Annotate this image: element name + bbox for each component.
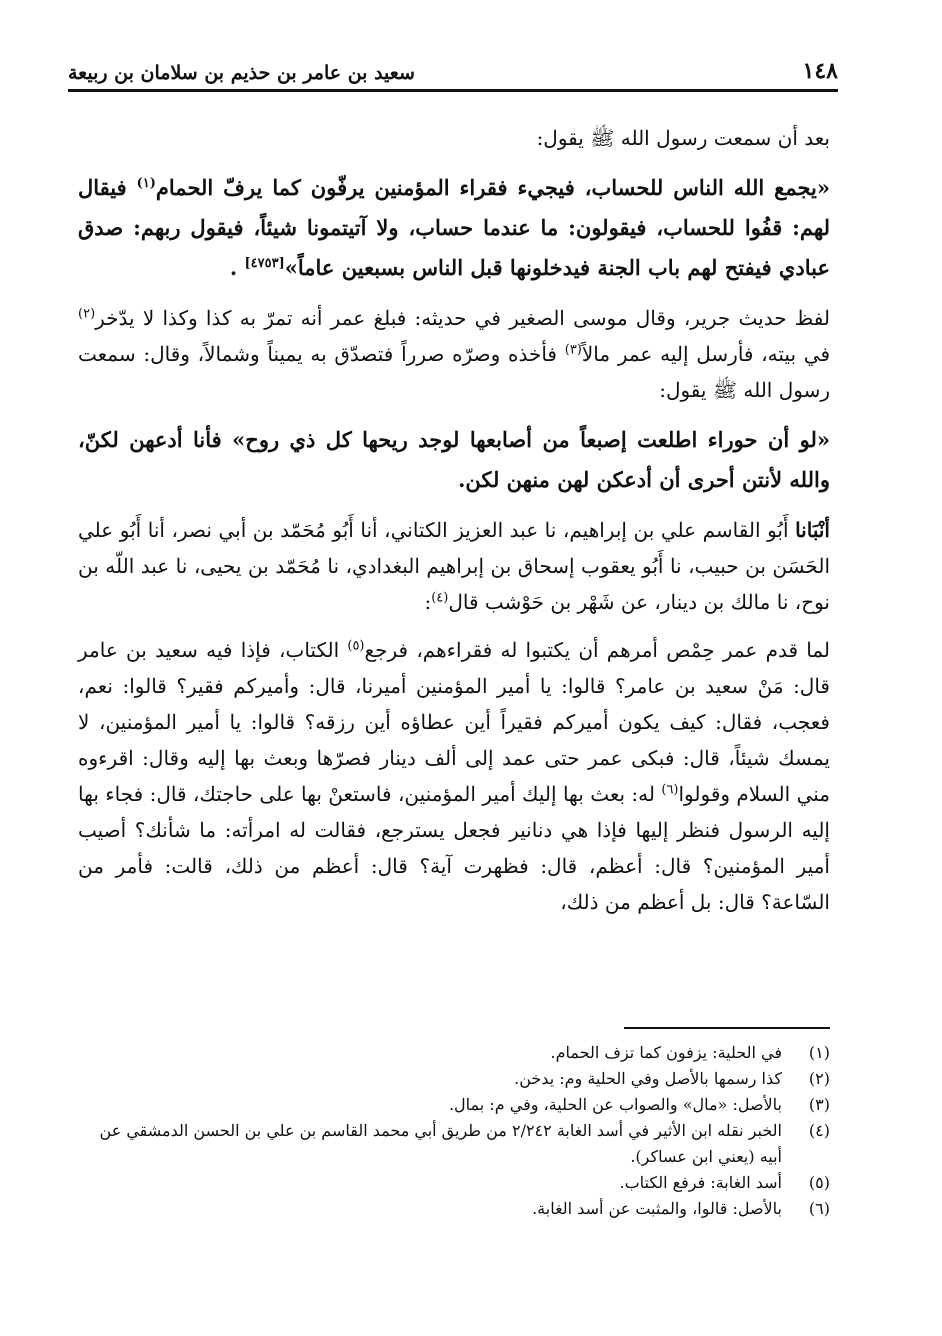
isnad-text: أَبُو القاسم علي بن إبراهيم، نا عبد العزيز الكتاني، أنا أَبُو مُحَمّد بن أبي نصر، أنا أَبُو علي الحَسَن بن حبيب، نا أَبُو يعقوب إسحاق بن إبراهيم البغدادي، نا مُحَمّد بن يحيى، نا عبد اللّه بن نوح، نا مالك بن دينار، عن شَهْر بن حَوْشب قال [78,518,830,614]
paragraph-6-text-c: له: بعث بها إليك أمير المؤمنين، فاستعنْ بها على حاجتك، قال: فجاء بها إليه الرسول فنظر إليها فإذا هي دنانير فجعل يسترجع، فقالت له امرأته: ما شأنك؟ أصيب أمير المؤمنين؟ قال: أعظم، قال: فظهرت آية؟ قال: أعظم من ذلك، قالت: فأمر من السّاعة؟ قال: بل أعظم من ذلك، [78,782,830,914]
hadith-2 [78,420,830,500]
paragraph-6-text-b: الكتاب، فإذا فيه سعيد بن عامر قال: مَنْ سعيد بن عامر؟ قالوا: يا أمير المؤمنين أميرنا، قال: وأميركم فقير؟ قالوا: نعم، فعجب، فقال: كيف يكون أميركم فقيراً أين عطاؤه أين رزقه؟ قالوا: يا أمير المؤمنين، لا يمسك شيئاً، قال: فبكى عمر حتى عمد إلى ألف دينار فصرّها وبعث بها إليه وقال: اقرءوه مني السلام وقولوا [78,638,830,806]
paragraph-6 [78,632,830,920]
footnote-number: (٤) [808,1121,830,1140]
footnote-text: الخبر نقله ابن الأثير في أسد الغابة ٢/٢٤٢ من طريق أبي محمد القاسم بن علي بن الحسن الدمشقي عن أبيه (يعني ابن عساكر). [99,1121,782,1166]
isnad-lead-word: أنْبَانا [795,518,830,542]
paragraph-3 [78,300,830,408]
footnote-item [78,1092,830,1118]
running-title: سعيد بن عامر بن حذيم بن سلامان بن ربيعة [68,62,415,84]
footnote-number: (٥) [808,1173,830,1192]
footnote-text: بالأصل: قالوا، والمثبت عن أسد الغابة. [532,1199,782,1218]
footnote-item [78,1040,830,1066]
footnote-text: بالأصل: «مال» والصواب عن الحلية، وفي م: بمال. [448,1095,782,1114]
footnote-item [78,1170,830,1196]
paragraph-6-text-a: لما قدم عمر حِمْص أمرهم أن يكتبوا له فقراءهم، فرجع [364,638,830,662]
hadith-1-text-b: فيقال لهم: قفُوا للحساب، فيقولون: ما عندما حساب، ولا آتيتمونا شيئاً، فيقول ربهم: صدق عبادي فيفتح لهم باب الجنة فيدخلونها قبل الناس بسبعين عاماً» [78,175,830,280]
footnote-ref-1[interactable]: (١) [136,176,156,191]
footnote-text: أسد الغابة: فرفع الكتاب. [619,1173,782,1192]
isnad-end: : [424,590,432,614]
footnote-number: (٣) [808,1095,830,1114]
paragraph-3-text-b: في بيته، فأرسل إليه عمر مالاً [581,342,831,366]
footnote-number: (١) [808,1043,830,1062]
paragraph-1-text: بعد أن سمعت رسول الله ﷺ يقول: [536,126,830,150]
footnote-item [78,1066,830,1092]
hadith-1-end: . [229,255,245,280]
page-number: ١٤٨ [802,58,838,84]
hadith-1 [78,168,830,288]
paragraph-3-text-a: لفظ حديث جرير، وقال موسى الصغير في حديثه: فبلغ عمر أنه تمرّ به كذا وكذا لا يدّخر [95,306,830,330]
footnote-item [78,1196,830,1222]
main-text [78,120,830,932]
page-header [68,52,838,92]
footnote-ref-6[interactable]: (٦) [661,782,679,798]
footnote-ref-3[interactable]: (٣) [564,342,582,358]
footnote-text: في الحلية: يزفون كما تزف الحمام. [550,1043,782,1062]
hadith-2-text: «لو أن حوراء اطلعت إصبعاً من أصابعها لوجد ريحها كل ذي روح» فأنا أدعهن لكنّ، والله لأنتن أحرى أن أدعكن لهن منهن لكن. [78,427,830,492]
paragraph-3-text-c: فأخذه وصرّه صرراً فتصدّق به يميناً وشمالاً، وقال: سمعت رسول الله ﷺ يقول: [78,342,830,402]
hadith-1-text-a: «يجمع الله الناس للحساب، فيجيء فقراء المؤمنين يرفّون كما يرفّ الحمام [155,175,831,200]
footnote-text: كذا رسمها بالأصل وفي الحلية وم: يدخن. [514,1069,782,1088]
footnote-item [78,1118,830,1170]
footnote-ref-2[interactable]: (٢) [78,306,96,322]
footnotes [78,1040,830,1222]
footnote-separator [624,1027,830,1029]
hadith-reference-number: [٤٧٥٣] [244,256,285,271]
footnote-ref-5[interactable]: (٥) [347,638,365,654]
paragraph-1 [78,120,830,156]
footnote-ref-4[interactable]: (٤) [431,590,449,606]
footnote-number: (٦) [808,1199,830,1218]
footnote-number: (٢) [808,1069,830,1088]
isnad-paragraph [78,512,830,620]
header-rule [68,89,838,92]
